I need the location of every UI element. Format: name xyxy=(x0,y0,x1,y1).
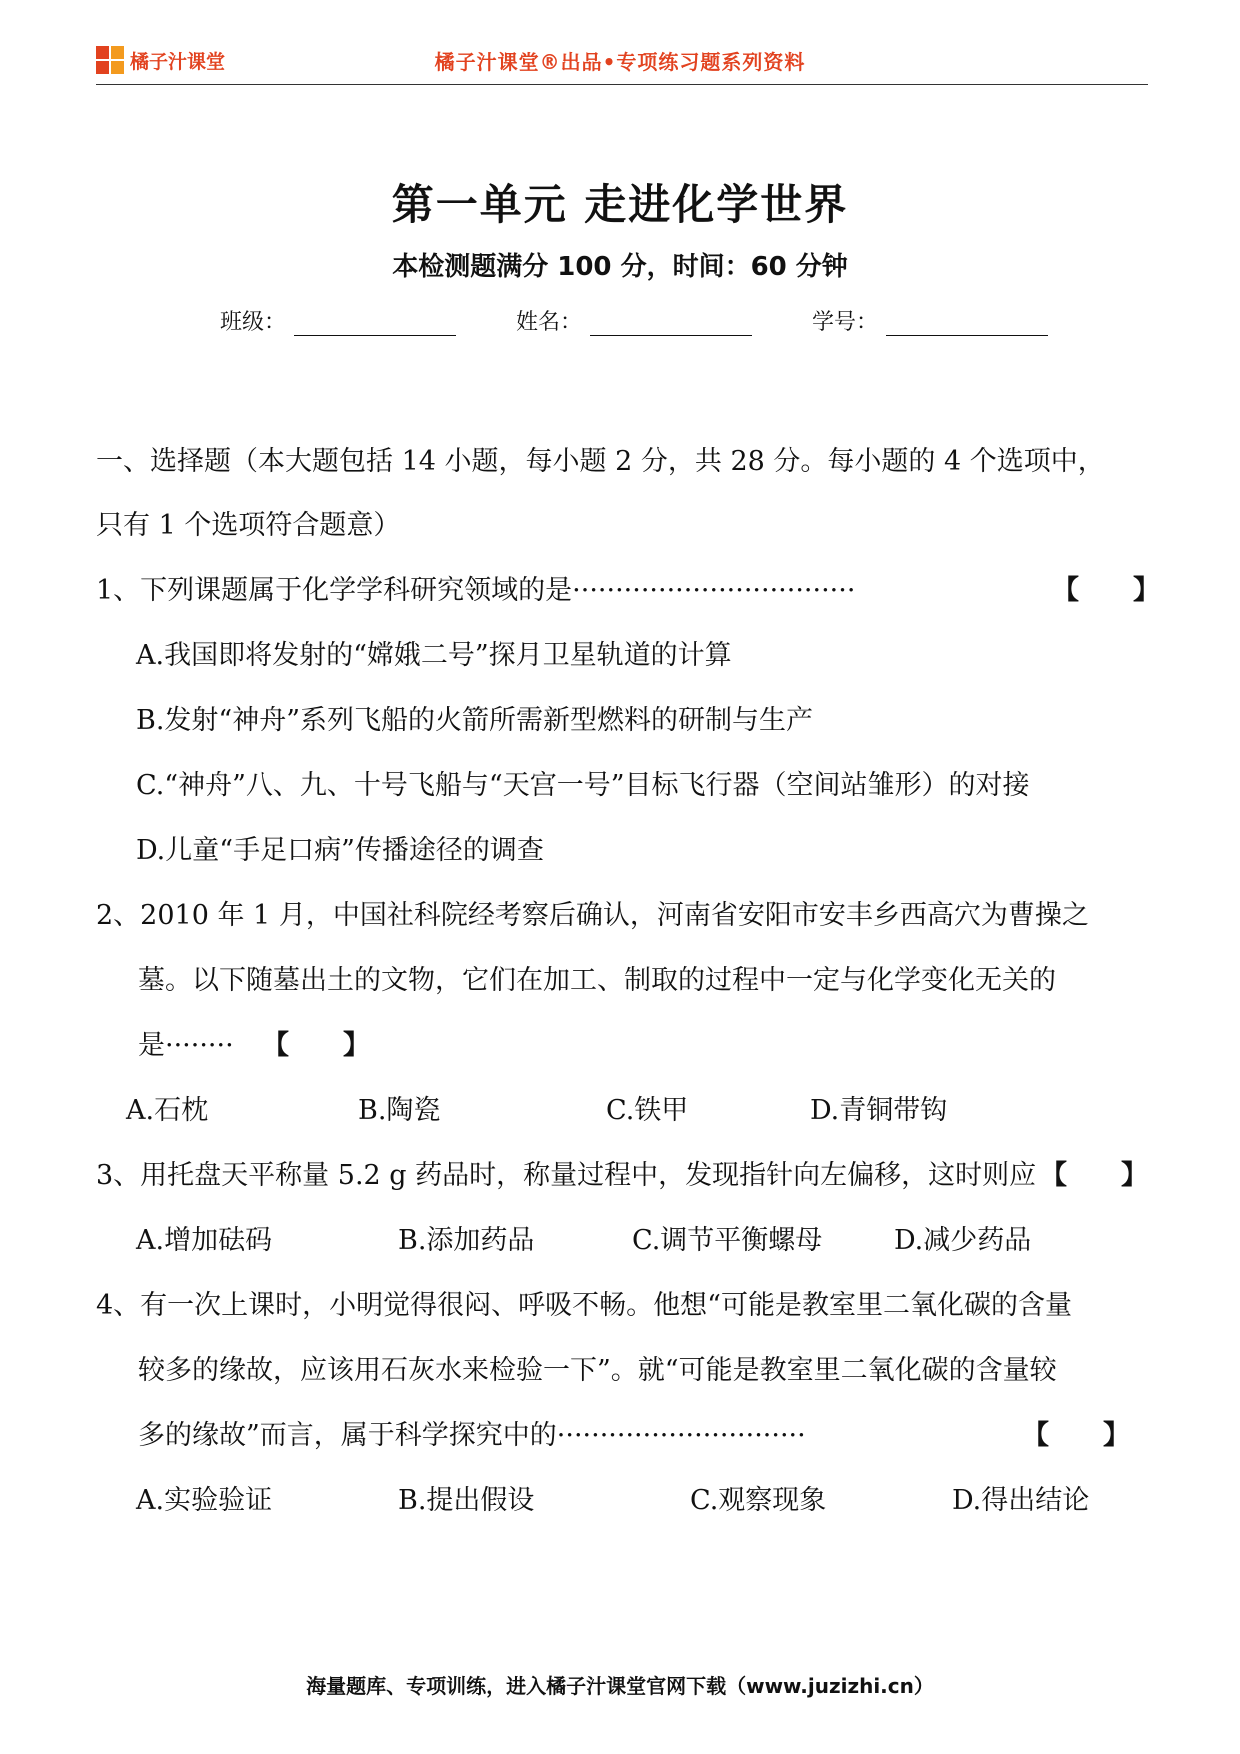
question-2-option-d: D.青铜带钩 xyxy=(810,1095,948,1126)
question-2-option-a: A.石枕 xyxy=(126,1095,209,1126)
question-4-option-a: A.实验验证 xyxy=(136,1485,273,1516)
header-title: 橘子汁课堂®出品•专项练习题系列资料 xyxy=(434,50,806,74)
doc-subtitle: 本检测题满分 100 分，时间：60 分钟 xyxy=(392,252,848,282)
footer-note: 海量题库、专项训练，进入橘子汁课堂官网下载（www.juzizhi.cn） xyxy=(306,1674,934,1698)
question-2-stem-line3: 是········ xyxy=(138,1030,234,1061)
question-2-option-b: B.陶瓷 xyxy=(358,1095,441,1126)
name-field xyxy=(516,305,752,336)
question-4-option-d: D.得出结论 xyxy=(952,1485,1090,1516)
question-1-stem: 1、下列课题属于化学学科研究领域的是································· xyxy=(96,575,856,606)
question-1-option-a: A.我国即将发射的“嫦娥二号”探月卫星轨道的计算 xyxy=(136,640,732,671)
question-1-option-d: D.儿童“手足口病”传播途径的调查 xyxy=(136,835,544,866)
name-label: 姓名： xyxy=(516,310,583,335)
question-4-stem-line1: 4、有一次上课时，小明觉得很闷、呼吸不畅。他想“可能是教室里二氧化碳的含量 xyxy=(96,1290,1072,1321)
question-3-option-c: C.调节平衡螺母 xyxy=(632,1225,823,1256)
question-2-answer-bracket[interactable]: 【 】 xyxy=(262,1030,370,1061)
student-info-row xyxy=(220,305,1108,336)
question-3-option-b: B.添加药品 xyxy=(398,1225,535,1256)
question-1-option-b: B.发射“神舟”系列飞船的火箭所需新型燃料的研制与生产 xyxy=(136,705,814,736)
student-id-blank[interactable] xyxy=(886,309,1048,336)
question-3-answer-bracket[interactable]: 【 】 xyxy=(1040,1160,1148,1191)
question-1-answer-bracket[interactable]: 【 】 xyxy=(1052,575,1160,606)
logo-text: 橘子汁课堂 xyxy=(130,50,226,73)
question-3-stem: 3、用托盘天平称量 5.2 g 药品时，称量过程中，发现指针向左偏移，这时则应 xyxy=(96,1160,1037,1191)
question-2-option-c: C.铁甲 xyxy=(606,1095,689,1126)
doc-title: 第一单元 走进化学世界 xyxy=(391,180,849,229)
question-2-stem-line1: 2、2010 年 1 月，中国社科院经考察后确认，河南省安阳市安丰乡西高穴为曹操之 xyxy=(96,900,1089,931)
class-blank[interactable] xyxy=(294,309,456,336)
question-3-option-d: D.减少药品 xyxy=(894,1225,1032,1256)
student-id-label: 学号： xyxy=(812,310,879,335)
question-4-answer-bracket[interactable]: 【 】 xyxy=(1022,1420,1130,1451)
section-heading-cont: 只有 1 个选项符合题意） xyxy=(96,510,401,541)
student-id-field xyxy=(812,305,1048,336)
question-4-option-b: B.提出假设 xyxy=(398,1485,535,1516)
class-label: 班级： xyxy=(220,310,287,335)
header-divider xyxy=(96,84,1148,85)
section-heading: 一、选择题（本大题包括 14 小题，每小题 2 分，共 28 分。每小题的 4 个选项中， xyxy=(96,446,1105,477)
class-field xyxy=(220,305,456,336)
question-4-stem-line2: 较多的缘故，应该用石灰水来检验一下”。就“可能是教室里二氧化碳的含量较 xyxy=(138,1355,1057,1386)
question-4-stem-line3: 多的缘故”而言，属于科学探究中的····························· xyxy=(138,1420,806,1451)
name-blank[interactable] xyxy=(590,309,752,336)
question-1-option-c: C.“神舟”八、九、十号飞船与“天宫一号”目标飞行器（空间站雏形）的对接 xyxy=(136,770,1030,801)
question-4-option-c: C.观察现象 xyxy=(690,1485,827,1516)
question-2-stem-line2: 墓。以下随墓出土的文物，它们在加工、制取的过程中一定与化学变化无关的 xyxy=(138,965,1056,996)
question-3-option-a: A.增加砝码 xyxy=(136,1225,273,1256)
